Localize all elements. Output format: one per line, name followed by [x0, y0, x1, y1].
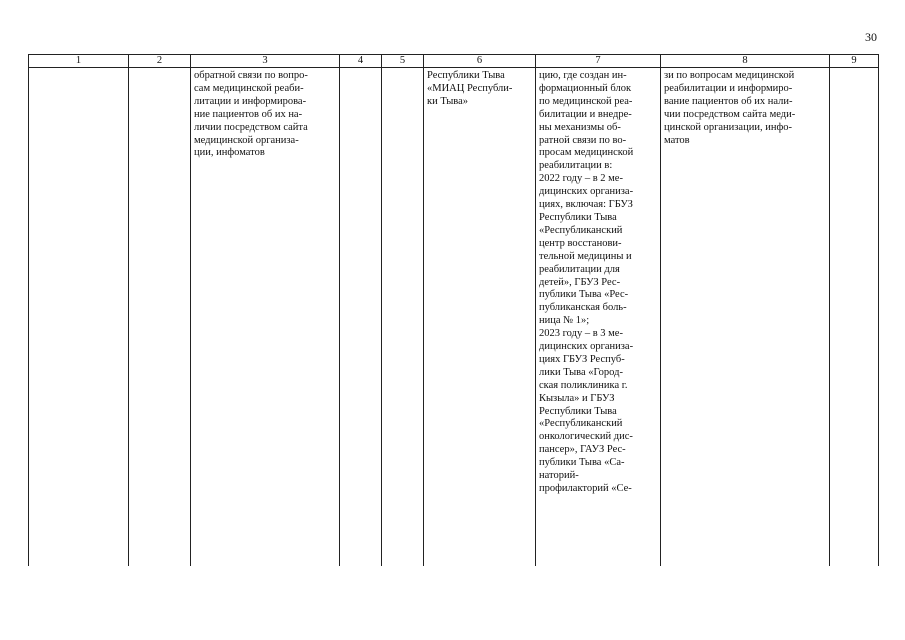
cell-text-line: пансер», ГАУЗ Рес- — [539, 444, 626, 456]
column-header-1: 1 — [29, 55, 129, 68]
cell-text-line: циях, включая: ГБУЗ — [539, 199, 633, 211]
cell-text-line: онкологический дис- — [539, 431, 633, 443]
cell-text-line: Республики Тыва — [427, 70, 505, 81]
cell-text-line: «МИАЦ Республи- — [427, 82, 513, 94]
cell-text-line: обратной связи по вопро- — [194, 70, 308, 81]
cell-text-line: формационный блок — [539, 82, 632, 94]
cell-text-line: просам медицинской — [539, 147, 634, 159]
cell-text-line: ки Тыва» — [427, 95, 469, 107]
cell-text-line: дицинских организа- — [539, 341, 634, 353]
cell-text-line: Республики Тыва — [539, 405, 617, 417]
cell-text-line: реабилитации для — [539, 263, 620, 275]
cell-text-line: зи по вопросам медицинской — [664, 70, 795, 81]
column-header-5: 5 — [382, 55, 424, 68]
column-header-2: 2 — [129, 55, 191, 68]
table-cell-col5 — [382, 68, 424, 567]
column-header-6: 6 — [424, 55, 536, 68]
cell-text-line: медицинской организа- — [194, 134, 299, 146]
cell-text-line: «Республиканский — [539, 224, 623, 236]
cell-text-line: чии посредством сайта меди- — [664, 108, 796, 120]
cell-text-line: центр восстанови- — [539, 237, 622, 249]
cell-text-line: билитации и внедре- — [539, 108, 632, 120]
cell-text-line: матов — [664, 134, 690, 146]
cell-text-line: цинской организации, инфо- — [664, 121, 792, 133]
cell-text-line: ние пациентов об их на- — [194, 108, 303, 120]
cell-text-line: «Республиканский — [539, 418, 623, 430]
column-header-7: 7 — [536, 55, 661, 68]
table-cell-col3 — [191, 68, 340, 567]
column-header-9: 9 — [830, 55, 879, 68]
document-table — [28, 54, 879, 566]
column-header-4: 4 — [340, 55, 382, 68]
cell-text-line: циях ГБУЗ Респуб- — [539, 353, 625, 365]
cell-text-line: детей», ГБУЗ Рес- — [539, 276, 621, 288]
cell-text-line: публики Тыва «Рес- — [539, 289, 629, 301]
cell-text-line: профилакторий «Се- — [539, 483, 632, 494]
cell-text-line: ции, инфоматов — [194, 147, 265, 159]
cell-text-line: 2023 году – в 3 ме- — [539, 328, 623, 340]
column-header-8: 8 — [661, 55, 830, 68]
cell-text-line: по медицинской реа- — [539, 95, 633, 107]
cell-text-line: Республики Тыва — [539, 211, 617, 223]
table-cell-col1 — [29, 68, 129, 567]
table-cell-col4 — [340, 68, 382, 567]
cell-text-line: наторий- — [539, 470, 579, 482]
table-cell-col6 — [424, 68, 536, 567]
page-number: 30 — [865, 30, 877, 44]
cell-text-line: публиканская боль- — [539, 302, 627, 314]
table-cell-col8 — [661, 68, 830, 567]
cell-text-line: реабилитации в: — [539, 160, 613, 172]
table-header-row — [29, 55, 879, 68]
cell-text-line: ская поликлиника г. — [539, 379, 628, 391]
cell-text-line: лики Тыва «Город- — [539, 366, 623, 378]
cell-text-line: личии посредством сайта — [194, 121, 308, 133]
cell-text-line: ница № 1»; — [539, 315, 590, 327]
cell-text-line: дицинских организа- — [539, 186, 634, 198]
cell-text-line: литации и информирова- — [194, 95, 307, 107]
cell-text-line: ны механизмы об- — [539, 121, 621, 133]
table-row — [29, 68, 879, 567]
cell-text-line: ратной связи по во- — [539, 134, 627, 146]
cell-text-line: Кызыла» и ГБУЗ — [539, 392, 615, 404]
table-cell-col2 — [129, 68, 191, 567]
cell-text-line: реабилитации и информиро- — [664, 82, 793, 94]
table-cell-col9 — [830, 68, 879, 567]
column-header-3: 3 — [191, 55, 340, 68]
cell-text-line: публики Тыва «Са- — [539, 457, 625, 469]
cell-text-line: цию, где создан ин- — [539, 70, 627, 81]
cell-text-line: сам медицинской реаби- — [194, 82, 304, 94]
cell-text-line: тельной медицины и — [539, 250, 632, 262]
table-cell-col7 — [536, 68, 661, 567]
cell-text-line: вание пациентов об их нали- — [664, 95, 793, 107]
cell-text-line: 2022 году – в 2 ме- — [539, 173, 623, 185]
